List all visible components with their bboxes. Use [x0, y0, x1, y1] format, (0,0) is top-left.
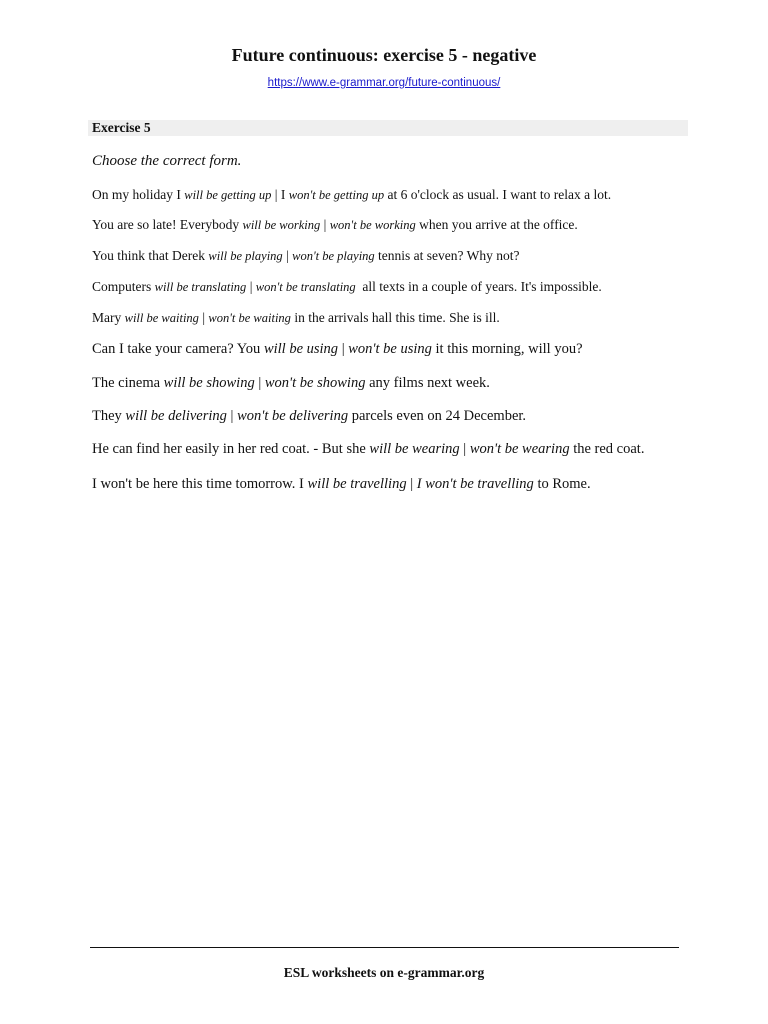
answer-option-a[interactable]: will be wearing [369, 441, 460, 457]
sentence-text: the red coat. [569, 441, 645, 457]
option-separator: | [459, 441, 470, 457]
exercise-sentence [92, 475, 591, 493]
option-separator: | [246, 279, 256, 294]
sentence-text: Can I take your camera? You [92, 341, 264, 357]
exercise-sentence [92, 247, 520, 265]
answer-option-b[interactable]: won't be working [329, 218, 416, 232]
answer-option-b[interactable]: I won't be travelling [416, 476, 534, 492]
sentence-text: They [92, 408, 126, 424]
option-separator: | [320, 217, 330, 232]
exercise-sentence [92, 440, 644, 458]
sentence-text: at 6 o'clock as usual. I want to relax a lot. [384, 187, 612, 202]
exercise-sentence [92, 216, 578, 234]
sentence-text: Mary [92, 310, 125, 325]
answer-option-a[interactable]: will be showing [163, 375, 255, 391]
sentence-text: any films next week. [365, 375, 490, 391]
sentence-text: tennis at seven? Why not? [374, 248, 520, 263]
option-separator: | [254, 375, 265, 391]
answer-option-b[interactable]: won't be wearing [469, 441, 570, 457]
page-title: Future continuous: exercise 5 - negative [231, 45, 537, 65]
answer-option-a[interactable]: will be getting up [184, 188, 272, 202]
answer-option-a[interactable]: will be playing [208, 249, 283, 263]
option-separator: | [198, 310, 209, 325]
option-separator: | [406, 476, 417, 492]
answer-option-a[interactable]: will be translating [154, 280, 247, 294]
option-separator: | I [271, 187, 289, 202]
sentence-text: You are so late! Everybody [92, 217, 243, 232]
exercise-sentence [92, 278, 602, 296]
exercise-label: Exercise 5 [92, 120, 151, 135]
sentence-text: Computers [92, 279, 155, 294]
answer-option-b[interactable]: won't be getting up [288, 188, 385, 202]
exercise-sentence [92, 186, 611, 204]
sentence-text: all texts in a couple of years. It's impossible. [355, 279, 602, 294]
sentence-text: in the arrivals hall this time. She is ill. [290, 310, 500, 325]
footer-text: ESL worksheets on e-grammar.org [283, 965, 485, 980]
footer-divider [90, 947, 679, 948]
answer-option-b[interactable]: won't be delivering [237, 408, 349, 424]
sentence-text: parcels even on 24 December. [348, 408, 527, 424]
sentence-text: I won't be here this time tomorrow. I [92, 476, 308, 492]
answer-option-a[interactable]: will be travelling [307, 476, 407, 492]
answer-option-b[interactable]: won't be using [348, 341, 432, 357]
exercise-sentence [92, 340, 583, 358]
sentence-text: You think that Derek [92, 248, 209, 263]
sentence-text: it this morning, will you? [431, 341, 583, 357]
exercise-header [88, 120, 688, 136]
option-separator: | [282, 248, 293, 263]
answer-option-a[interactable]: will be delivering [125, 408, 227, 424]
answer-option-b[interactable]: won't be playing [292, 249, 375, 263]
exercise-sentence [92, 309, 500, 327]
instruction-text: Choose the correct form. [92, 153, 242, 169]
source-link[interactable]: https://www.e-grammar.org/future-continuous/ [267, 77, 501, 89]
exercise-sentence [92, 407, 526, 425]
answer-option-b[interactable]: won't be showing [264, 375, 366, 391]
option-separator: | [338, 341, 349, 357]
exercise-sentence [92, 374, 490, 392]
answer-option-a[interactable]: will be waiting [124, 311, 199, 325]
sentence-text: He can find her easily in her red coat. - But she [92, 441, 370, 457]
sentence-text: The cinema [92, 375, 164, 391]
answer-option-b[interactable]: won't be waiting [208, 311, 291, 325]
sentence-text: On my holiday I [92, 187, 185, 202]
sentence-text: to Rome. [533, 476, 591, 492]
option-separator: | [226, 408, 238, 424]
answer-option-a[interactable]: will be using [263, 341, 339, 357]
answer-option-a[interactable]: will be working [242, 218, 321, 232]
sentence-text: when you arrive at the office. [415, 217, 578, 232]
answer-option-b[interactable]: won't be translating [255, 280, 356, 294]
